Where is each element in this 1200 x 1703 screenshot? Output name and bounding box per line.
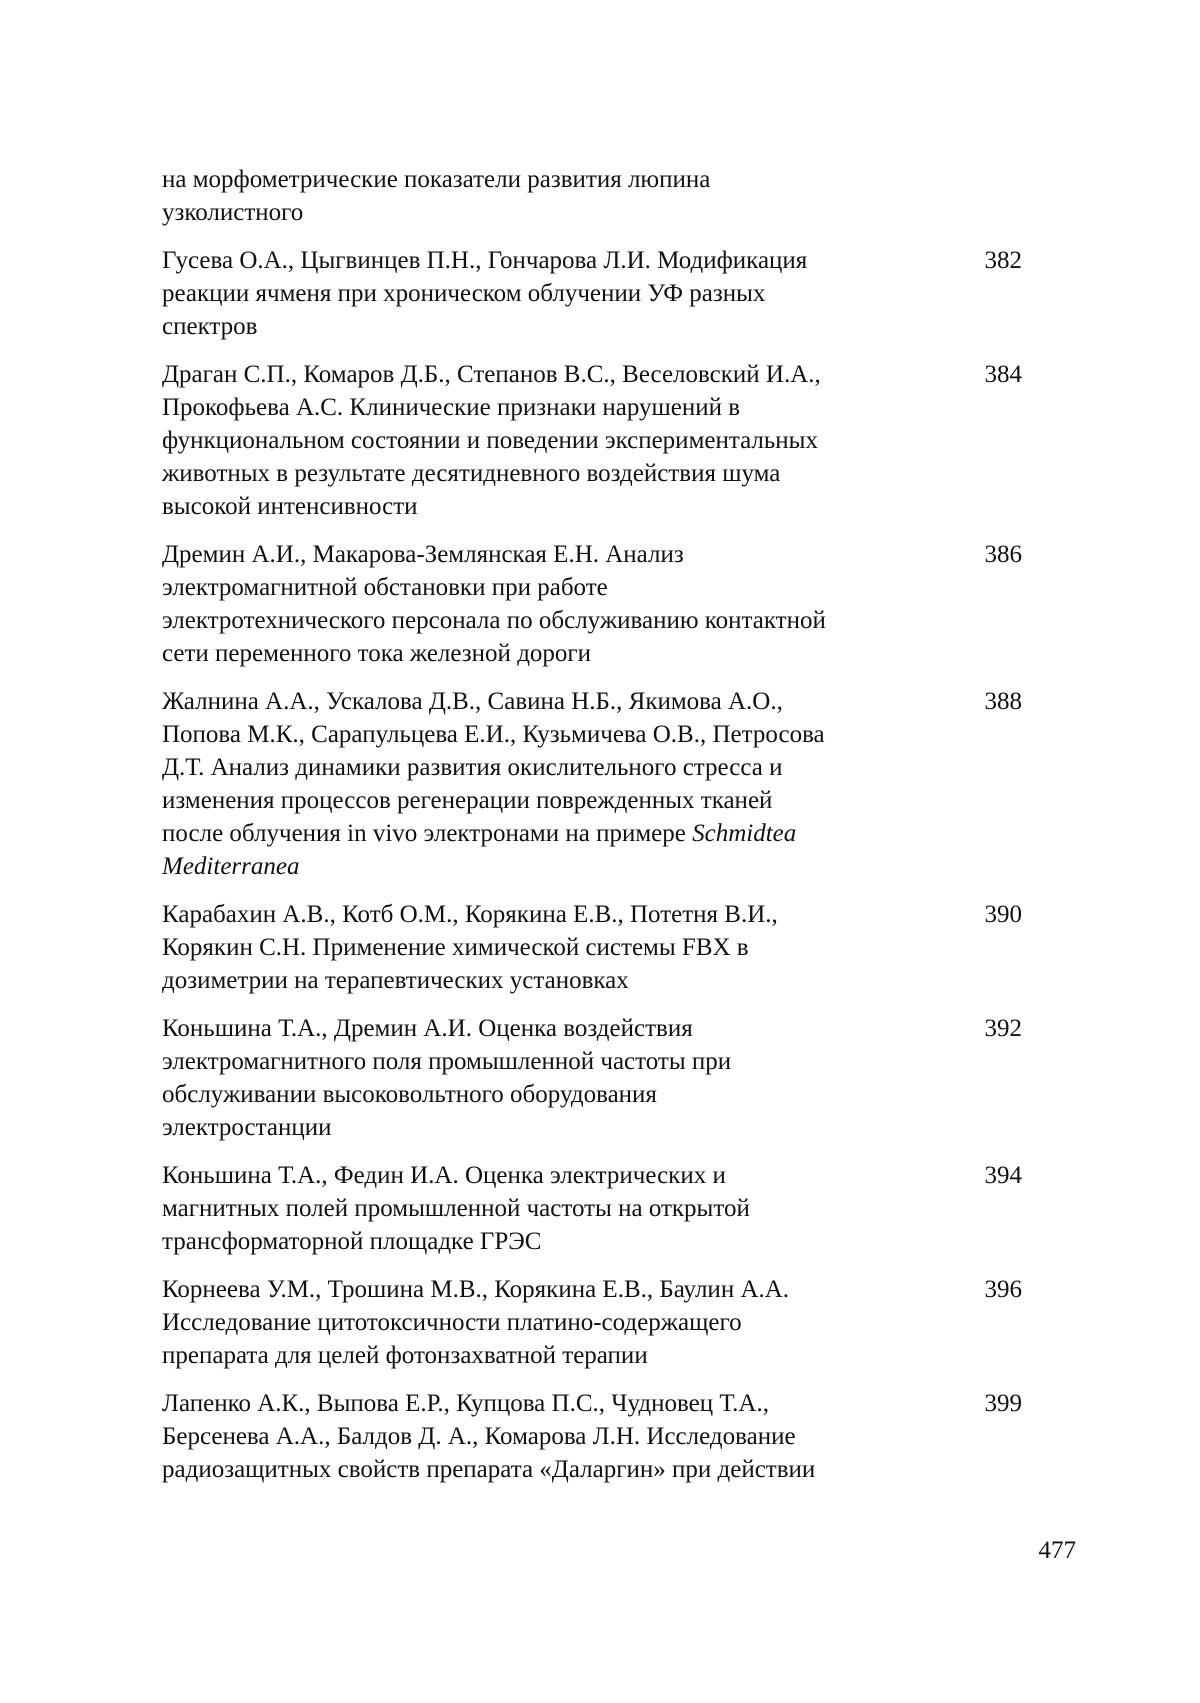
entry-line: дозиметрии на терапевтических установках (162, 967, 629, 994)
entry-title (162, 244, 942, 343)
toc-entry (162, 538, 1022, 670)
entry-line: Драган С.П., Комаров Д.Б., Степанов В.С., Веселовский И.А., (162, 361, 821, 388)
entry-title (162, 898, 942, 997)
entry-line (162, 850, 942, 883)
entry-line: трансформаторной площадке ГРЭС (162, 1228, 542, 1255)
page-number: 477 (1038, 1537, 1076, 1564)
entry-line: электротехнического персонала по обслуживанию контактной (162, 607, 826, 634)
entry-line: препарата для целей фотонзахватной терапии (162, 1342, 648, 1369)
entry-line: радиозащитных свойств препарата «Даларгин» при действии (162, 1456, 816, 1483)
entry-line: обслуживании высоковольтного оборудования (162, 1081, 657, 1108)
entry-title (162, 538, 942, 670)
entry-line: Карабахин А.В., Котб О.М., Корякина Е.В., Потетня В.И., (162, 901, 778, 928)
entry-page-number: 386 (984, 541, 1022, 568)
entry-line: изменения процессов регенерации поврежденных тканей (162, 787, 773, 814)
entry-title (162, 1387, 942, 1486)
entry-title (162, 1273, 942, 1372)
entry-line: Коньшина Т.А., Дремин А.И. Оценка воздействия (162, 1015, 693, 1042)
toc-entry (162, 1012, 1022, 1144)
entry-line: Коньшина Т.А., Федин И.А. Оценка электрических и (162, 1162, 726, 1189)
entry-line: сети переменного тока железной дороги (162, 640, 592, 667)
entry-line: Жалнина А.А., Ускалова Д.В., Савина Н.Б., Якимова А.О., (162, 688, 783, 715)
entry-title (162, 163, 942, 229)
entry-line: магнитных полей промышленной частоты на открытой (162, 1195, 750, 1222)
entry-line-text: после облучения in vivo электронами на примере (162, 820, 693, 847)
entry-line (162, 817, 942, 850)
toc-entry (162, 898, 1022, 997)
toc-entry (162, 1273, 1022, 1372)
toc-entry (162, 163, 1022, 229)
entry-line: спектров (162, 313, 258, 340)
entry-line: Лапенко А.К., Выпова Е.Р., Купцова П.С., Чудновец Т.А., (162, 1390, 769, 1417)
entry-line: Корнеева У.М., Трошина М.В., Корякина Е.В., Баулин А.А. (162, 1276, 790, 1303)
entry-line: Гусева О.А., Цыгвинцев П.Н., Гончарова Л.И. Модификация (162, 247, 808, 274)
entry-page-number: 394 (984, 1162, 1022, 1189)
entry-line: Прокофьева А.С. Клинические признаки нарушений в (162, 394, 741, 421)
entry-title (162, 1159, 942, 1258)
entry-line: Корякин С.Н. Применение химической системы FBX в (162, 934, 749, 961)
entry-line: Берсенева А.А., Балдов Д. А., Комарова Л.Н. Исследование (162, 1423, 796, 1450)
entry-page-number: 390 (984, 901, 1022, 928)
toc-entry (162, 685, 1022, 883)
species-name-italic: Mediterranea (162, 853, 300, 880)
toc-entry (162, 244, 1022, 343)
entry-line: электромагнитной обстановки при работе (162, 574, 608, 601)
toc-entry (162, 1387, 1022, 1486)
table-of-contents (162, 163, 1022, 1501)
entry-line: функциональном состоянии и поведении экспериментальных (162, 427, 818, 454)
entry-title (162, 1012, 942, 1144)
entry-page-number: 388 (984, 688, 1022, 715)
entry-line: Попова М.К., Сарапульцева Е.И., Кузьмичева О.В., Петросова (162, 721, 825, 748)
entry-title (162, 685, 942, 883)
entry-line: животных в результате десятидневного воздействия шума (162, 460, 781, 487)
toc-entry (162, 358, 1022, 523)
entry-page-number: 382 (984, 247, 1022, 274)
entry-line: высокой интенсивности (162, 493, 418, 520)
entry-page-number: 384 (984, 361, 1022, 388)
entry-page-number: 392 (984, 1015, 1022, 1042)
entry-line: Исследование цитотоксичности платино-содержащего (162, 1309, 742, 1336)
toc-entry (162, 1159, 1022, 1258)
entry-line: реакции ячменя при хроническом облучении УФ разных (162, 280, 766, 307)
entry-line: Д.Т. Анализ динамики развития окислительного стресса и (162, 754, 783, 781)
species-name-italic: Schmidtea (692, 820, 797, 847)
entry-line: электромагнитного поля промышленной частоты при (162, 1048, 732, 1075)
entry-line: Дремин А.И., Макарова-Землянская Е.Н. Анализ (162, 541, 684, 568)
entry-line: узколистного (162, 199, 304, 226)
entry-page-number: 399 (984, 1390, 1022, 1417)
entry-page-number: 396 (984, 1276, 1022, 1303)
entry-line: на морфометрические показатели развития люпина (162, 166, 711, 193)
entry-line: электростанции (162, 1114, 332, 1141)
entry-title (162, 358, 942, 523)
